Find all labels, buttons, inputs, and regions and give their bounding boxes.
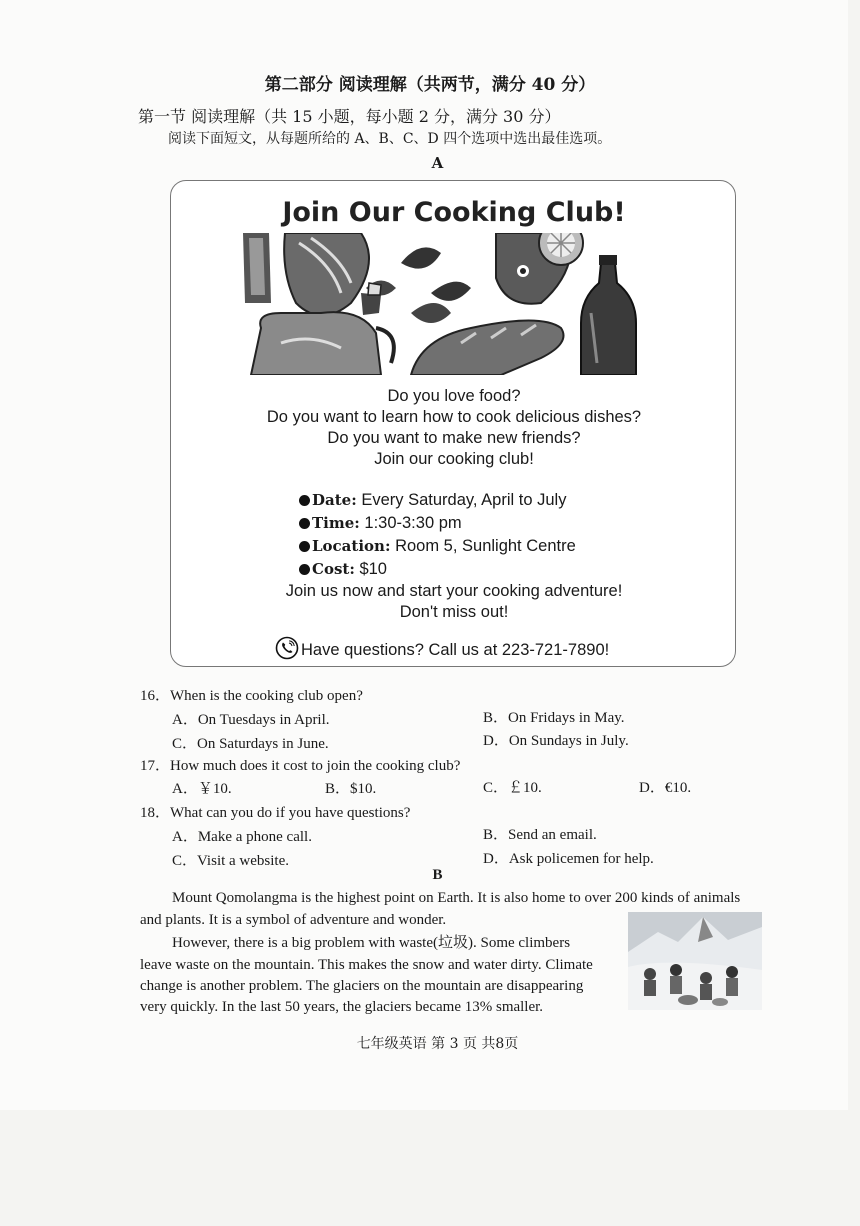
- passage-letter-a: A: [431, 154, 444, 172]
- page-footer: 七年级英语 第 3 页 共8页: [356, 1036, 519, 1052]
- bullet-icon: [299, 495, 310, 506]
- option-17-a: A．￥10.: [172, 781, 232, 797]
- poster-phone-line: Have questions? Call us at 223-721-7890!: [275, 636, 609, 665]
- section-title: 第一节 阅读理解（共 15 小题，每小题 2 分，满分 30 分）: [138, 107, 561, 126]
- poster-detail-time: Time: 1:30-3:30 pm: [299, 514, 462, 533]
- option-16-d: D．On Sundays in July.: [483, 733, 629, 749]
- option-16-b: B．On Fridays in May.: [483, 710, 625, 726]
- option-18-a: A．Make a phone call.: [172, 829, 312, 845]
- passage-b-line: Mount Qomolangma is the highest point on Earth. It is also home to over 200 kinds of animals: [172, 890, 741, 906]
- question-17: 17．How much does it cost to join the cooking club?: [140, 758, 461, 774]
- passage-b-line: change is another problem. The glaciers on the mountain are disappearing: [140, 978, 584, 994]
- poster-detail-cost: Cost: $10: [299, 560, 387, 579]
- poster-intro-line: Do you want to make new friends?: [327, 429, 581, 447]
- poster-detail-location: Location: Room 5, Sunlight Centre: [299, 537, 576, 556]
- option-17-d: D．€10.: [639, 780, 692, 796]
- cooking-club-poster: [170, 180, 736, 667]
- passage-b-line: and plants. It is a symbol of adventure and wonder.: [140, 912, 447, 928]
- poster-intro-line: Join our cooking club!: [374, 450, 534, 468]
- passage-letter-b: B: [432, 867, 443, 883]
- poster-closing-line: Don't miss out!: [399, 603, 509, 621]
- passage-b-line: However, there is a big problem with waste(垃圾). Some climbers: [172, 935, 571, 951]
- option-16-c: C．On Saturdays in June.: [172, 736, 329, 752]
- instruction-text: 阅读下面短文，从每题所给的 A、B、C、D 四个选项中选出最佳选项。: [168, 131, 612, 147]
- mountain-cleanup-photo: [628, 912, 762, 1010]
- option-17-b: B．$10.: [325, 781, 377, 797]
- option-17-c: C．￡10.: [483, 780, 542, 796]
- passage-b-line: very quickly. In the last 50 years, the glaciers became 13% smaller.: [140, 999, 544, 1015]
- poster-title: Join Our Cooking Club!: [282, 197, 626, 228]
- bullet-icon: [299, 564, 310, 575]
- passage-b-line: leave waste on the mountain. This makes the snow and water dirty. Climate: [140, 957, 593, 973]
- bullet-icon: [299, 541, 310, 552]
- poster-intro-line: Do you want to learn how to cook delicious dishes?: [266, 408, 642, 426]
- option-18-c: C．Visit a website.: [172, 853, 290, 869]
- option-18-b: B．Send an email.: [483, 827, 597, 843]
- bullet-icon: [299, 518, 310, 529]
- part-title: 第二部分 阅读理解（共两节，满分 40 分）: [264, 75, 596, 95]
- food-illustration: [241, 233, 665, 375]
- poster-closing-line: Join us now and start your cooking adventure!: [285, 582, 623, 600]
- question-16: 16．When is the cooking club open?: [140, 688, 363, 704]
- poster-intro-line: Do you love food?: [387, 387, 521, 405]
- poster-detail-date: Date: Every Saturday, April to July: [299, 491, 566, 510]
- option-16-a: A．On Tuesdays in April.: [172, 712, 330, 728]
- option-18-d: D．Ask policemen for help.: [483, 851, 654, 867]
- question-18: 18．What can you do if you have questions?: [140, 805, 411, 821]
- phone-icon: [275, 636, 299, 665]
